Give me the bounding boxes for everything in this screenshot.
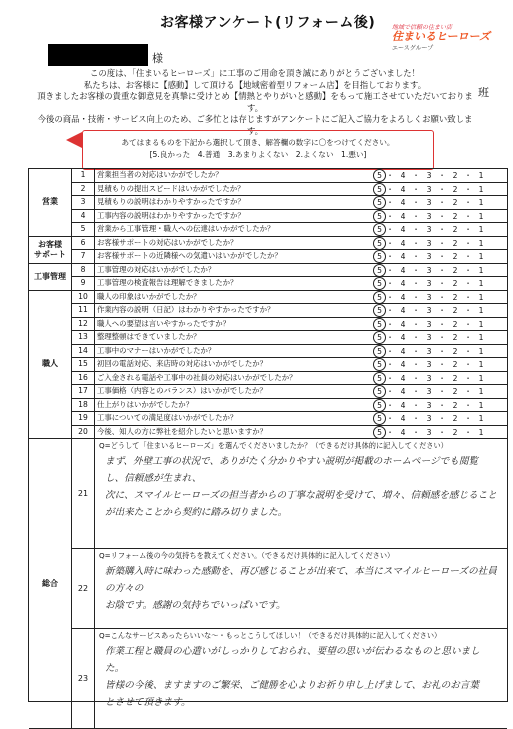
rating-option[interactable]: 4 [400,387,406,396]
option-separator: ・ [412,171,420,180]
rating-options [367,412,507,426]
option-separator: ・ [464,333,472,342]
rating-option[interactable]: 4 [400,427,406,437]
handwritten-answer-line: 新築購入時に味わった感動を、再び感じることが出来て、本当にスマイルヒーローズの社員の方々の [105,566,497,594]
rating-option[interactable]: 2 [452,306,458,315]
question-number: 6 [72,237,95,251]
handwritten-answer-line: 次に、スマイルヒーローズの担当者からの丁寧な説明を受けて、増々、信頼感を感じることが出来たことから契約に踏み切りました。 [105,490,497,518]
rating-option[interactable]: 3 [426,265,432,275]
logo-tagline: 地域で信頼の住まい店 [392,24,453,31]
option-separator: ・ [412,387,420,396]
rating-option[interactable]: 3 [426,211,432,221]
team-suffix: 班 [478,86,489,99]
option-separator: ・ [464,279,472,288]
rating-options [367,223,507,237]
rating-option[interactable]: 3 [426,198,432,207]
category-cell [29,291,72,440]
rating-option[interactable]: 3 [426,333,432,342]
category-label: 工事管理 [34,271,66,281]
handwritten-answer-line: お陰です。感謝の気持ちでいっぱいです。 [105,600,286,611]
page-title: お客様アンケート(リフォーム後) [160,15,376,31]
option-separator: ・ [412,373,420,383]
question-text: お客様サポートの対応はいかがでしたか？ [95,237,369,251]
question-text: 工事中のマナーはいかがでしたか？ [95,345,369,359]
question-number: 10 [72,291,95,305]
option-separator: ・ [464,171,472,180]
option-separator: ・ [412,427,420,437]
option-separator: ・ [438,252,446,261]
rating-options [367,304,507,318]
rating-option[interactable]: 1 [478,292,484,302]
option-separator: ・ [438,292,446,302]
rating-option[interactable]: 3 [426,225,432,234]
rating-option-selected[interactable]: 5 [373,196,386,209]
rating-option[interactable]: 3 [426,292,432,302]
redacted-name [48,44,148,66]
question-number: 23 [72,629,95,729]
option-separator: ・ [386,414,394,423]
rating-option[interactable]: 3 [426,279,432,288]
rating-option-selected[interactable]: 5 [373,372,386,385]
question-text: 営業担当者の対応はいかがでしたか？ [95,169,369,183]
free-question-text: Q=こんなサービスあったらいいな〜・もっとこうしてほしい！（できるだけ具体的に記入してください） [99,631,442,640]
rating-option[interactable]: 3 [426,171,432,180]
option-separator: ・ [438,225,446,234]
rating-option[interactable]: 2 [452,387,458,396]
option-separator: ・ [464,400,472,410]
rating-option[interactable]: 4 [400,265,406,275]
rating-options [367,183,507,197]
rating-option[interactable]: 1 [478,184,484,194]
question-text: 営業から工事管理・職人への伝達はいかがでしたか？ [95,223,369,237]
rating-options [367,196,507,210]
question-number: 15 [72,358,95,372]
rating-option-selected[interactable]: 5 [373,183,386,196]
rating-option-selected[interactable]: 5 [373,345,386,358]
rating-option[interactable]: 1 [478,238,484,248]
question-number: 13 [72,331,95,345]
company-logo [392,22,502,52]
question-text: ご入金される電話や工事中の社員の対応はいかがでしたか？ [95,372,369,386]
rating-option[interactable]: 3 [426,346,432,356]
option-separator: ・ [412,265,420,275]
callout-pointer [66,132,82,148]
option-separator: ・ [464,252,472,261]
logo-group: エースグループ [392,45,434,52]
handwritten-answer-line: 作業工程と職員の心遣いがしっかりしておられ、要望の思いが伝わるなものと思いました。 [105,646,480,674]
option-separator: ・ [464,319,472,329]
category-cell [29,264,72,291]
rating-option[interactable]: 3 [426,400,432,410]
rating-option[interactable]: 2 [452,211,458,221]
rating-option[interactable]: 1 [478,319,484,329]
rating-option-selected[interactable]: 5 [373,358,386,371]
intro-line: 私たちは、お客様に【感動】して頂ける【地域密着型リフォーム店】を目指しております。 [83,79,427,90]
rating-option[interactable]: 2 [452,360,458,369]
option-separator: ・ [412,360,420,369]
category-label: お客様 サポート [34,239,66,259]
rating-option[interactable]: 1 [478,225,484,234]
question-text: 職人への要望は言いやすかったですか？ [95,318,369,332]
intro-text [30,68,480,137]
option-separator: ・ [438,211,446,221]
option-separator: ・ [386,333,394,342]
option-separator: ・ [438,265,446,275]
free-question-text: Q=どうして「住まいるヒーローズ」を選んでくださいましたか？（できるだけ具体的に記入してください） [99,441,448,450]
category-cell [29,237,72,264]
handwritten-answer-line: まず、外壁工事の状況で、ありがたく分かりやすい説明が掲載のホームページでも閲覧し、信頼感が生まれ、 [105,456,479,484]
option-separator: ・ [464,265,472,275]
rating-option[interactable]: 3 [426,319,432,329]
rating-option[interactable]: 4 [400,225,406,234]
rating-option[interactable]: 4 [400,306,406,315]
question-number: 9 [72,277,95,291]
option-separator: ・ [386,279,394,288]
rating-options [367,264,507,278]
option-separator: ・ [412,306,420,315]
rating-option[interactable]: 2 [452,400,458,410]
question-text: お客様サポートの近隣様への気遣いはいかがでしたか？ [95,250,369,264]
free-question-text: Q=リフォーム後の今の気持ちを教えてください。（できるだけ具体的に記入してください） [99,551,395,560]
question-text: 整理整頓はできていましたか？ [95,331,369,345]
rating-options [367,345,507,359]
rating-option[interactable]: 4 [400,373,406,383]
option-separator: ・ [438,360,446,369]
option-separator: ・ [438,319,446,329]
rating-option-selected[interactable]: 5 [373,169,386,182]
rating-option[interactable]: 4 [400,279,406,288]
question-text: 工事管理の対応はいかがでしたか？ [95,264,369,278]
category-label: 職人 [42,359,58,369]
question-number: 4 [72,210,95,224]
question-number: 11 [72,304,95,318]
intro-line: 今後の商品・技術・サービス向上のため、ご多忙とは存じますがアンケートにご記入ご協力をよろしくお願い致します。 [37,114,473,136]
rating-options [367,250,507,264]
rating-option[interactable]: 1 [478,346,484,356]
option-separator: ・ [386,427,394,437]
rating-option[interactable]: 4 [400,238,406,248]
handwritten-answer-line: 皆様の今後、ますますのご繁栄、ご健勝を心よりお祈り申し上げまして、お礼のお言葉 [105,680,479,691]
rating-options [367,318,507,332]
question-text: 見積もりの提出スピードはいかがでしたか？ [95,183,369,197]
intro-line: 頂きましたお客様の貴重な御意見を真摯に受けとめ【情熱とやりがいと感動】をもって施工させていただいております。 [37,91,473,113]
rating-option[interactable]: 4 [400,211,406,221]
rating-option[interactable]: 1 [478,265,484,275]
option-separator: ・ [464,306,472,315]
rating-options [367,291,507,305]
option-separator: ・ [464,373,472,383]
rating-option[interactable]: 3 [426,414,432,423]
rating-option[interactable]: 1 [478,360,484,369]
rating-option-selected[interactable]: 5 [373,385,386,398]
rating-option-selected[interactable]: 5 [373,250,386,263]
rating-option[interactable]: 3 [426,306,432,315]
option-separator: ・ [438,387,446,396]
option-separator: ・ [438,373,446,383]
rating-option[interactable]: 4 [400,171,406,180]
question-text: 工事についての満足度はいかがでしたか？ [95,412,369,426]
option-separator: ・ [386,225,394,234]
rating-option[interactable]: 2 [452,171,458,180]
option-separator: ・ [438,279,446,288]
question-text: 工事管理の検査報告は理解できましたか？ [95,277,369,291]
handwritten-answer-line: とさせて頂きます。 [105,697,191,708]
rating-option[interactable]: 3 [426,387,432,396]
option-separator: ・ [412,333,420,342]
instruction-scale: [5.良かった 4.普通 3.あまりよくない 2.よくない 1.悪い] [149,150,367,159]
option-separator: ・ [386,360,394,369]
rating-option[interactable]: 4 [400,319,406,329]
rating-options [367,399,507,413]
rating-option[interactable]: 2 [452,238,458,248]
rating-option-selected[interactable]: 5 [373,210,386,223]
option-separator: ・ [386,211,394,221]
option-separator: ・ [386,292,394,302]
question-number: 20 [72,426,95,440]
option-separator: ・ [386,252,394,261]
rating-option[interactable]: 3 [426,427,432,437]
option-separator: ・ [464,292,472,302]
option-separator: ・ [412,414,420,423]
rating-option-selected[interactable]: 5 [373,264,386,277]
option-separator: ・ [386,238,394,248]
rating-option-selected[interactable]: 5 [373,412,386,425]
rating-option[interactable]: 1 [478,400,484,410]
question-number: 22 [72,549,95,629]
option-separator: ・ [438,427,446,437]
rating-option[interactable]: 2 [452,198,458,207]
rating-options [367,331,507,345]
rating-options [367,210,507,224]
option-separator: ・ [438,306,446,315]
option-separator: ・ [412,184,420,194]
question-text: 工事内容の説明はわかりやすかったですか？ [95,210,369,224]
question-text: 見積もりの説明はわかりやすかったですか？ [95,196,369,210]
rating-option-selected[interactable]: 5 [373,331,386,344]
rating-option[interactable]: 1 [478,427,484,437]
rating-option-selected[interactable]: 5 [373,291,386,304]
rating-options [367,237,507,251]
free-answer-box[interactable] [95,439,507,549]
logo-name: 住まいるヒーローズ [392,30,491,43]
category-cell [29,169,72,237]
question-number: 2 [72,183,95,197]
option-separator: ・ [464,211,472,221]
category-cell [29,439,72,729]
rating-option[interactable]: 2 [452,319,458,329]
rating-option[interactable]: 3 [426,252,432,261]
option-separator: ・ [438,333,446,342]
question-number: 17 [72,385,95,399]
rating-options [367,372,507,386]
rating-option[interactable]: 2 [452,346,458,356]
rating-options [367,169,507,183]
survey-table [28,168,508,708]
rating-option[interactable]: 4 [400,400,406,410]
rating-option[interactable]: 1 [478,414,484,423]
question-number: 14 [72,345,95,359]
option-separator: ・ [438,346,446,356]
question-text: 職人の印象はいかがでしたか？ [95,291,369,305]
question-text: 今後、知人の方に弊社を紹介したいと思いますか？ [95,426,369,440]
question-number: 18 [72,399,95,413]
category-label: 総合 [42,579,58,588]
rating-option[interactable]: 1 [478,387,484,396]
question-text: 初回の電話対応、来店時の対応はいかがでしたか？ [95,358,369,372]
option-separator: ・ [438,400,446,410]
rating-option[interactable]: 3 [426,373,432,383]
option-separator: ・ [386,319,394,329]
option-separator: ・ [386,184,394,194]
option-separator: ・ [386,306,394,315]
rating-option[interactable]: 3 [426,184,432,194]
rating-option[interactable]: 1 [478,171,484,180]
option-separator: ・ [386,346,394,356]
instruction-callout [82,130,434,170]
option-separator: ・ [412,292,420,302]
rating-options [367,426,507,440]
option-separator: ・ [412,319,420,329]
question-number: 8 [72,264,95,278]
rating-option[interactable]: 4 [400,346,406,356]
option-separator: ・ [464,427,472,437]
salutation: 様 [152,52,163,65]
rating-option[interactable]: 2 [452,279,458,288]
option-separator: ・ [464,387,472,396]
rating-option[interactable]: 1 [478,279,484,288]
rating-options [367,358,507,372]
rating-option[interactable]: 4 [400,198,406,207]
option-separator: ・ [438,238,446,248]
rating-option-selected[interactable]: 5 [373,277,386,290]
question-number: 12 [72,318,95,332]
option-separator: ・ [464,360,472,369]
option-separator: ・ [464,198,472,207]
option-separator: ・ [386,171,394,180]
question-number: 21 [72,439,95,549]
option-separator: ・ [386,198,394,207]
option-separator: ・ [386,265,394,275]
rating-option-selected[interactable]: 5 [373,318,386,331]
rating-option[interactable]: 3 [426,360,432,369]
question-text: 工事価格（内容とのバランス）はいかがでしたか？ [95,385,369,399]
rating-option[interactable]: 2 [452,292,458,302]
option-separator: ・ [438,414,446,423]
rating-option[interactable]: 4 [400,360,406,369]
option-separator: ・ [438,198,446,207]
rating-option-selected[interactable]: 5 [373,426,386,439]
instruction-text: あてはまるものを下記から選択して頂き、解答欄の数字に〇をつけてください。 [121,138,395,147]
rating-option-selected[interactable]: 5 [373,304,386,317]
rating-option[interactable]: 2 [452,373,458,383]
rating-option[interactable]: 2 [452,427,458,437]
option-separator: ・ [412,400,420,410]
question-text: 作業内容の説明（日記）はわかりやすかったですか？ [95,304,369,318]
option-separator: ・ [438,171,446,180]
option-separator: ・ [386,373,394,383]
free-answer-box[interactable] [95,629,507,729]
rating-option[interactable]: 4 [400,252,406,261]
rating-option[interactable]: 1 [478,198,484,207]
question-number: 3 [72,196,95,210]
option-separator: ・ [464,414,472,423]
rating-option[interactable]: 2 [452,414,458,423]
rating-option[interactable]: 1 [478,211,484,221]
rating-option[interactable]: 2 [452,333,458,342]
rating-option-selected[interactable]: 5 [373,223,386,236]
question-number: 5 [72,223,95,237]
rating-option[interactable]: 1 [478,306,484,315]
intro-line: この度は、「住まいるヒーローズ」に工事のご用命を頂き誠にありがとうございました！ [89,68,421,78]
rating-option[interactable]: 2 [452,184,458,194]
rating-options [367,277,507,291]
question-number: 19 [72,412,95,426]
rating-option[interactable]: 2 [452,252,458,261]
rating-option-selected[interactable]: 5 [373,399,386,412]
rating-option[interactable]: 4 [400,333,406,342]
option-separator: ・ [464,225,472,234]
option-separator: ・ [412,279,420,288]
rating-option[interactable]: 1 [478,252,484,261]
option-separator: ・ [464,346,472,356]
rating-option[interactable]: 1 [478,333,484,342]
option-separator: ・ [438,184,446,194]
option-separator: ・ [464,238,472,248]
option-separator: ・ [412,198,420,207]
rating-option[interactable]: 4 [400,184,406,194]
option-separator: ・ [412,211,420,221]
free-answer-box[interactable] [95,549,507,629]
rating-option[interactable]: 1 [478,373,484,383]
rating-options [367,385,507,399]
question-number: 7 [72,250,95,264]
option-separator: ・ [464,184,472,194]
option-separator: ・ [412,238,420,248]
option-separator: ・ [386,400,394,410]
rating-option-selected[interactable]: 5 [373,237,386,250]
option-separator: ・ [412,346,420,356]
rating-option[interactable]: 2 [452,265,458,275]
option-separator: ・ [386,387,394,396]
option-separator: ・ [412,252,420,261]
question-number: 1 [72,169,95,183]
rating-option[interactable]: 4 [400,292,406,302]
question-number: 16 [72,372,95,386]
question-text: 仕上がりはいかがでしたか？ [95,399,369,413]
rating-option[interactable]: 3 [426,238,432,248]
rating-option[interactable]: 4 [400,414,406,423]
rating-option[interactable]: 2 [452,225,458,234]
option-separator: ・ [412,225,420,234]
category-label: 営業 [42,197,58,207]
